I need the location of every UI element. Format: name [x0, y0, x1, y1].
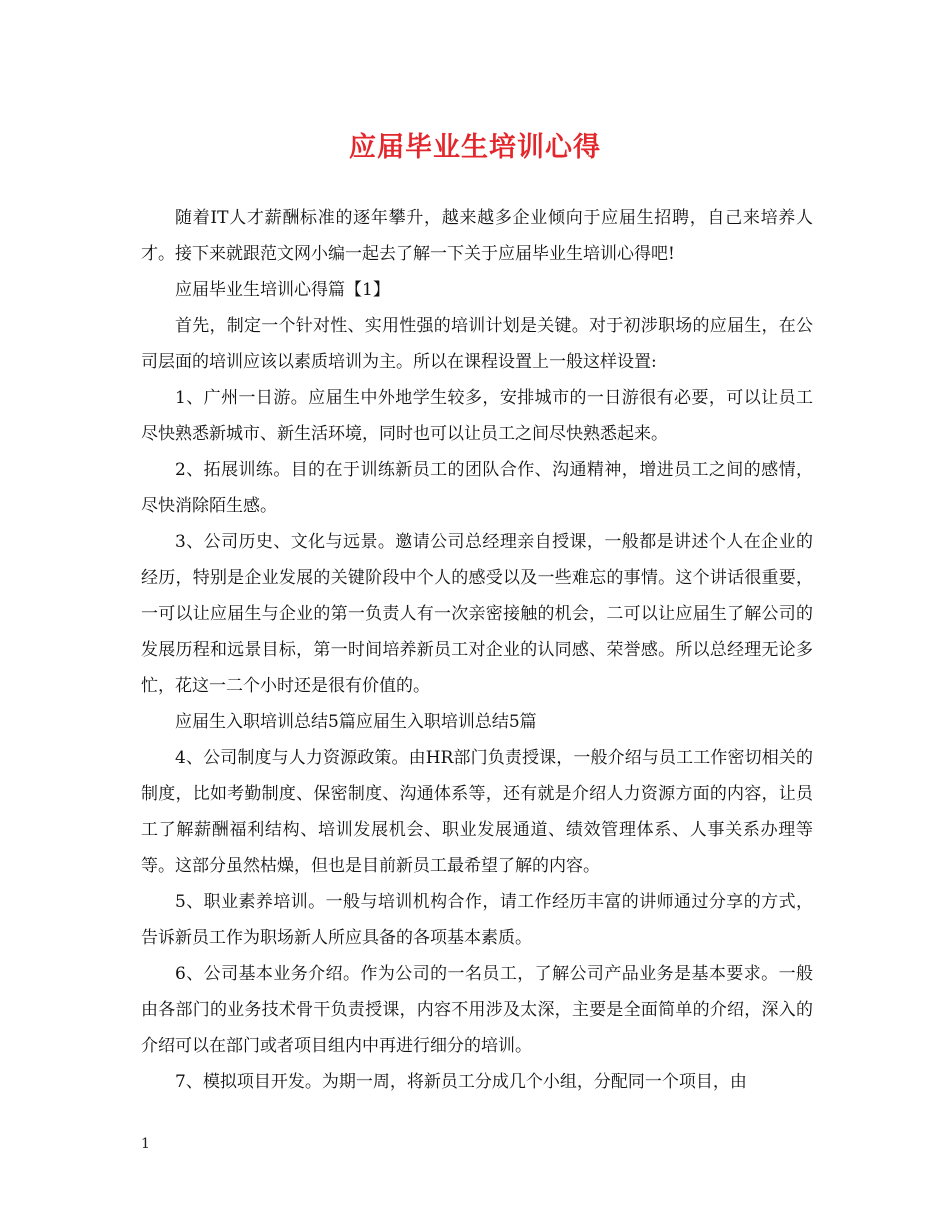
paragraph-item-2: 2、拓展训练。目的在于训练新员工的团队合作、沟通精神，增进员工之间的感情，尽快消除陌生感。: [141, 460, 813, 516]
related-article-line: 应届生入职培训总结5篇应届生入职培训总结5篇: [175, 712, 537, 732]
section-heading: 应届毕业生培训心得篇【1】: [175, 280, 390, 300]
paragraph-item-7: 7、模拟项目开发。为期一周，将新员工分成几个小组，分配同一个项目，由: [175, 1072, 747, 1092]
paragraph-item-4: 4、公司制度与人力资源政策。由HR部门负责授课，一般介绍与员工工作密切相关的制度，比如考勤制度、保密制度、沟通体系等，还有就是介绍人力资源方面的内容，让员工了解薪酬福利结构、培训发展机会、职业发展通道、绩效管理体系、人事关系办理等等。这部分虽然枯燥，但也是目前新员工最希望了解的内容。: [141, 748, 813, 876]
paragraph-item-3: 3、公司历史、文化与远景。邀请公司总经理亲自授课，一般都是讲述个人在企业的经历，特别是企业发展的关键阶段中个人的感受以及一些难忘的事情。这个讲话很重要，一可以让应届生与企业的第一负责人有一次亲密接触的机会，二可以让应届生了解公司的发展历程和远景目标，第一时间培养新员工对企业的认同感、荣誉感。所以总经理无论多忙，花这一二个小时还是很有价值的。: [141, 532, 813, 696]
page-number: 1: [141, 1136, 150, 1152]
paragraph-plan: 首先，制定一个针对性、实用性强的培训计划是关键。对于初涉职场的应届生，在公司层面的培训应该以素质培训为主。所以在课程设置上一般这样设置:: [141, 316, 813, 372]
document-body: [141, 200, 813, 1100]
paragraph-item-1: 1、广州一日游。应届生中外地学生较多，安排城市的一日游很有必要，可以让员工尽快熟悉新城市、新生活环境，同时也可以让员工之间尽快熟悉起来。: [141, 388, 813, 444]
paragraph-intro: 随着IT人才薪酬标准的逐年攀升，越来越多企业倾向于应届生招聘，自己来培养人才。接下来就跟范文网小编一起去了解一下关于应届毕业生培训心得吧!: [141, 208, 813, 264]
paragraph-item-6: 6、公司基本业务介绍。作为公司的一名员工，了解公司产品业务是基本要求。一般由各部门的业务技术骨干负责授课，内容不用涉及太深，主要是全面简单的介绍，深入的介绍可以在部门或者项目组内中再进行细分的培训。: [141, 964, 813, 1056]
paragraph-item-5: 5、职业素养培训。一般与培训机构合作，请工作经历丰富的讲师通过分享的方式，告诉新员工作为职场新人所应具备的各项基本素质。: [141, 892, 813, 948]
document-title: 应届毕业生培训心得: [349, 132, 601, 163]
